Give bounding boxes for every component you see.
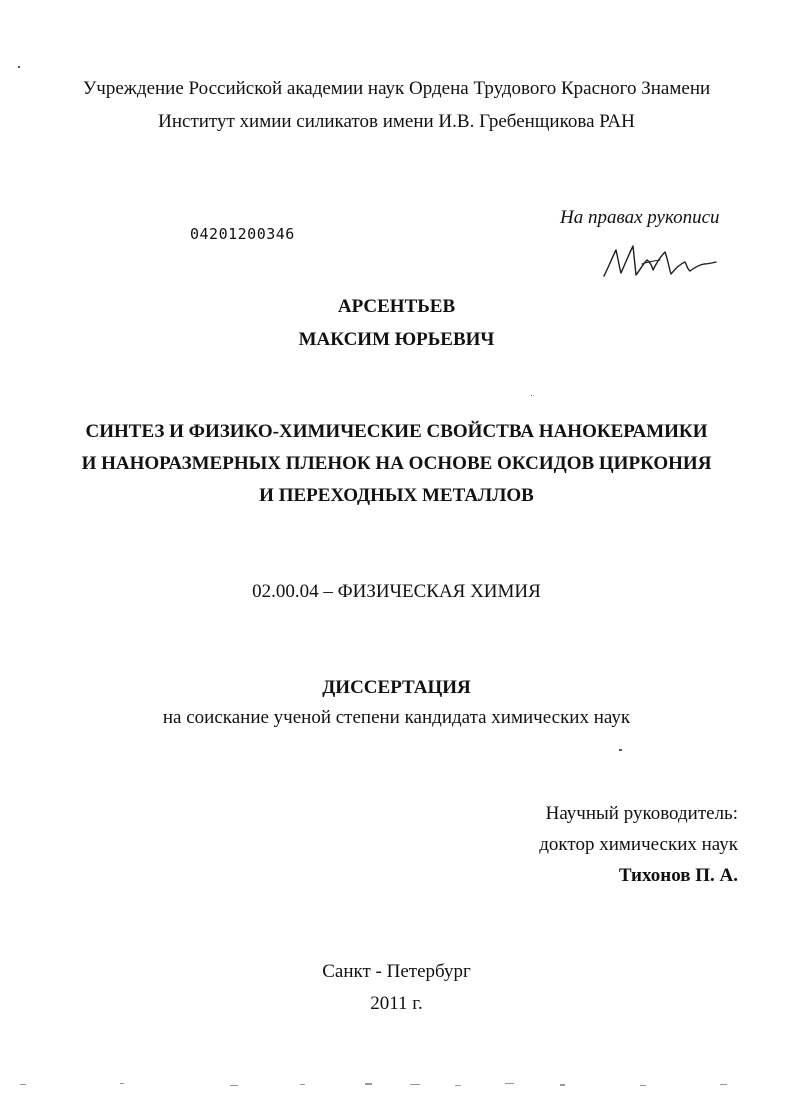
scan-speck bbox=[18, 66, 20, 68]
supervisor-name: Тихонов П. А. bbox=[618, 865, 738, 886]
institution-line-2: Институт химии силикатов имени И.В. Гребенщикова РАН bbox=[158, 111, 635, 132]
registration-number: 04201200346 bbox=[190, 225, 295, 243]
document-type-subtitle: на соискание ученой степени кандидата химических наук bbox=[162, 707, 631, 728]
author-given-names: МАКСИМ ЮРЬЕВИЧ bbox=[298, 329, 495, 350]
thesis-title-line-1: СИНТЕЗ И ФИЗИКО-ХИМИЧЕСКИЕ СВОЙСТВА НАНОКЕРАМИКИ bbox=[85, 421, 708, 442]
author-surname: АРСЕНТЬЕВ bbox=[337, 296, 456, 317]
scan-speck bbox=[531, 395, 532, 396]
footer-city: Санкт - Петербург bbox=[322, 961, 471, 982]
footer-year: 2011 г. bbox=[370, 993, 423, 1014]
scan-speck bbox=[619, 749, 622, 751]
document-type-title: ДИССЕРТАЦИЯ bbox=[322, 677, 471, 698]
thesis-title-line-2: И НАНОРАЗМЕРНЫХ ПЛЕНОК НА ОСНОВЕ ОКСИДОВ ЦИРКОНИЯ bbox=[81, 453, 712, 474]
scan-noise bbox=[0, 1080, 793, 1090]
manuscript-notice: На правах рукописи bbox=[560, 207, 720, 228]
thesis-title-line-3: И ПЕРЕХОДНЫХ МЕТАЛЛОВ bbox=[259, 485, 534, 506]
signature-icon bbox=[598, 240, 718, 282]
supervisor-degree: доктор химических наук bbox=[539, 834, 738, 855]
institution-line-1: Учреждение Российской академии наук Ордена Трудового Красного Знамени bbox=[82, 78, 711, 99]
specialty: 02.00.04 – ФИЗИЧЕСКАЯ ХИМИЯ bbox=[252, 581, 541, 602]
supervisor-label: Научный руководитель: bbox=[545, 803, 738, 824]
